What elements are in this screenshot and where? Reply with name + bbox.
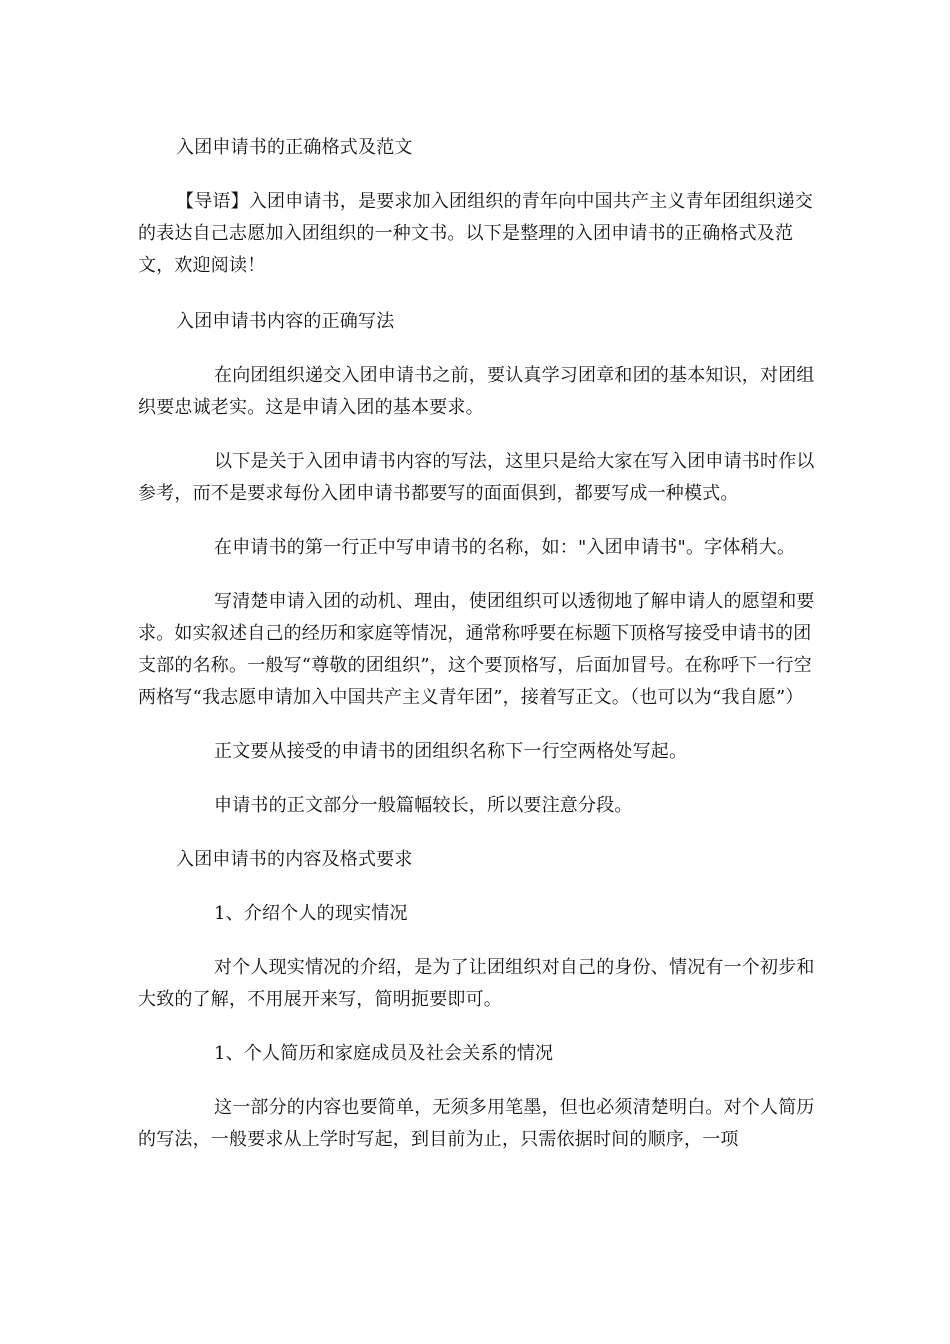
- section-heading-content-format: 入团申请书的内容及格式要求: [176, 849, 413, 870]
- list-item-personal-status: 1、介绍个人的现实情况: [214, 903, 408, 924]
- section-heading-writing-method: 入团申请书内容的正确写法: [176, 311, 395, 332]
- paragraph-resume-family: 这一部分的内容也要简单，无须多用笔墨，但也必须清楚明白。对个人简历的写法，一般要求从上学时写起，到目前为止，只需依据时间的顺序，一项: [138, 1097, 815, 1150]
- document-title: 入团申请书的正确格式及范文: [176, 137, 413, 158]
- paragraph-motivation: 写清楚申请入团的动机、理由，使团组织可以透彻地了解申请人的愿望和要求。如实叙述自己的经历和家庭等情况，通常称呼要在标题下顶格写接受申请书的团支部的名称。一般写“尊敬的团组织”，这个要顶格写，后面加冒号。在称呼下一行空两格写“我志愿申请加入中国共产主义青年团”，接着写正文。（也可以为“我自愿”）: [138, 591, 815, 708]
- paragraph-title-line: 在申请书的第一行正中写申请书的名称，如："入团申请书"。字体稍大。: [214, 537, 796, 558]
- lead-paragraph: 【导语】入团申请书，是要求加入团组织的青年向中国共产主义青年团组织递交的表达自己志愿加入团组织的一种文书。以下是整理的入团申请书的正确格式及范文，欢迎阅读！: [138, 191, 813, 276]
- paragraph-basic-requirement: 在向团组织递交入团申请书之前，要认真学习团章和团的基本知识，对团组织要忠诚老实。这是申请入团的基本要求。: [138, 365, 815, 418]
- paragraph-personal-status: 对个人现实情况的介绍，是为了让团组织对自己的身份、情况有一个初步和大致的了解，不用展开来写，简明扼要即可。: [138, 957, 815, 1010]
- list-item-resume-family: 1、个人简历和家庭成员及社会关系的情况: [214, 1043, 554, 1064]
- paragraph-body-sections: 申请书的正文部分一般篇幅较长，所以要注意分段。: [214, 795, 633, 816]
- document-body: [138, 132, 818, 1178]
- paragraph-reference-note: 以下是关于入团申请书内容的写法，这里只是给大家在写入团申请书时作以参考，而不是要求每份入团申请书都要写的面面俱到，都要写成一种模式。: [138, 451, 815, 504]
- paragraph-body-start: 正文要从接受的申请书的团组织名称下一行空两格处写起。: [214, 741, 688, 762]
